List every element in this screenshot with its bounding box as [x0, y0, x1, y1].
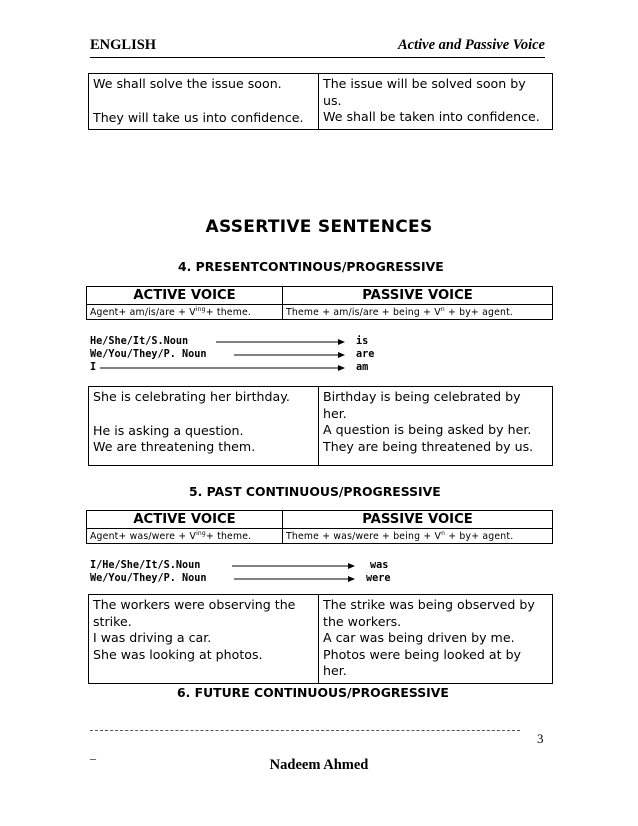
past-aux: was [370, 560, 389, 571]
present-subject: He/She/It/S.Noun [90, 336, 189, 347]
header-topic: Active and Passive Voice [398, 37, 545, 53]
past-example-table [88, 594, 553, 684]
present-subject: We/You/They/P. Noun [90, 349, 207, 360]
header-subject: ENGLISH [90, 37, 157, 53]
present-example-table [88, 386, 553, 466]
top-passive-line: The issue will be solved soon by us. [323, 76, 526, 108]
present-passive-rule: Theme + am/is/are + being + $V^n + by+$ agent. [283, 305, 553, 320]
present-subject: I [90, 362, 97, 373]
past-active-line: The workers were observing the strike. [93, 597, 296, 629]
section-title: ASSERTIVE SENTENCES [205, 217, 433, 237]
present-active-cell [89, 387, 319, 466]
present-passive-cell [319, 387, 553, 466]
past-active-line: She was looking at photos. [93, 646, 263, 662]
past-active-head: ACTIVE VOICE [87, 511, 283, 529]
present-aux: is [356, 336, 369, 347]
present-active-head: ACTIVE VOICE [87, 287, 283, 305]
past-subject: I/He/She/It/S.Noun [90, 560, 201, 571]
present-passive-line: Birthday is being celebrated by her. [323, 389, 521, 421]
top-active-line: They will take us into confidence. [93, 109, 304, 125]
footer-rule [90, 730, 520, 731]
past-heading: 5. PAST CONTINUOUS/PROGRESSIVE [189, 484, 441, 499]
past-active-line: I was driving a car. [93, 630, 212, 645]
past-passive-head: PASSIVE VOICE [283, 511, 553, 529]
past-subject: We/You/They/P. Noun [90, 573, 207, 584]
top-active-line: We shall solve the issue soon. [93, 76, 282, 91]
present-heading: 4. PRESENTCONTINOUS/PROGRESSIVE [178, 259, 444, 274]
past-passive-rule: Theme + was/were + being + $V^n + by+$ agent. [283, 529, 553, 544]
present-aux: are [356, 349, 375, 360]
past-aux: were [366, 573, 391, 584]
past-passive-cell [319, 595, 553, 684]
present-passive-head: PASSIVE VOICE [283, 287, 553, 305]
present-active-line: She is celebrating her birthday. [93, 389, 290, 404]
past-voice-table [86, 510, 553, 544]
present-passive-line: They are being threatened by us. [323, 438, 534, 454]
past-active-rule: Agent+ was/were + $V^{ing}+$ theme. [87, 529, 283, 544]
present-active-line: We are threatening them. [93, 439, 256, 454]
present-passive-line: A question is being asked by her. [323, 422, 532, 437]
future-heading: 6. FUTURE CONTINUOUS/PROGRESSIVE [177, 685, 449, 700]
author-name: Nadeem Ahmed [269, 757, 369, 773]
footer-dash: _ [90, 747, 96, 761]
present-active-rule: Agent+ $am/is/are + V^{ing}+$ theme. [87, 305, 283, 320]
page-number: 3 [537, 731, 544, 746]
past-passive-line: The strike was being observed by the workers. [323, 597, 535, 629]
present-aux: am [356, 362, 369, 373]
past-active-cell [89, 595, 319, 684]
past-passive-line: A car was being driven by me. [323, 630, 515, 645]
past-passive-line: Photos were being looked at by her. [323, 646, 522, 678]
top-passive-line: We shall be taken into confidence. [323, 109, 540, 124]
present-active-line: He is asking a question. [93, 422, 244, 438]
